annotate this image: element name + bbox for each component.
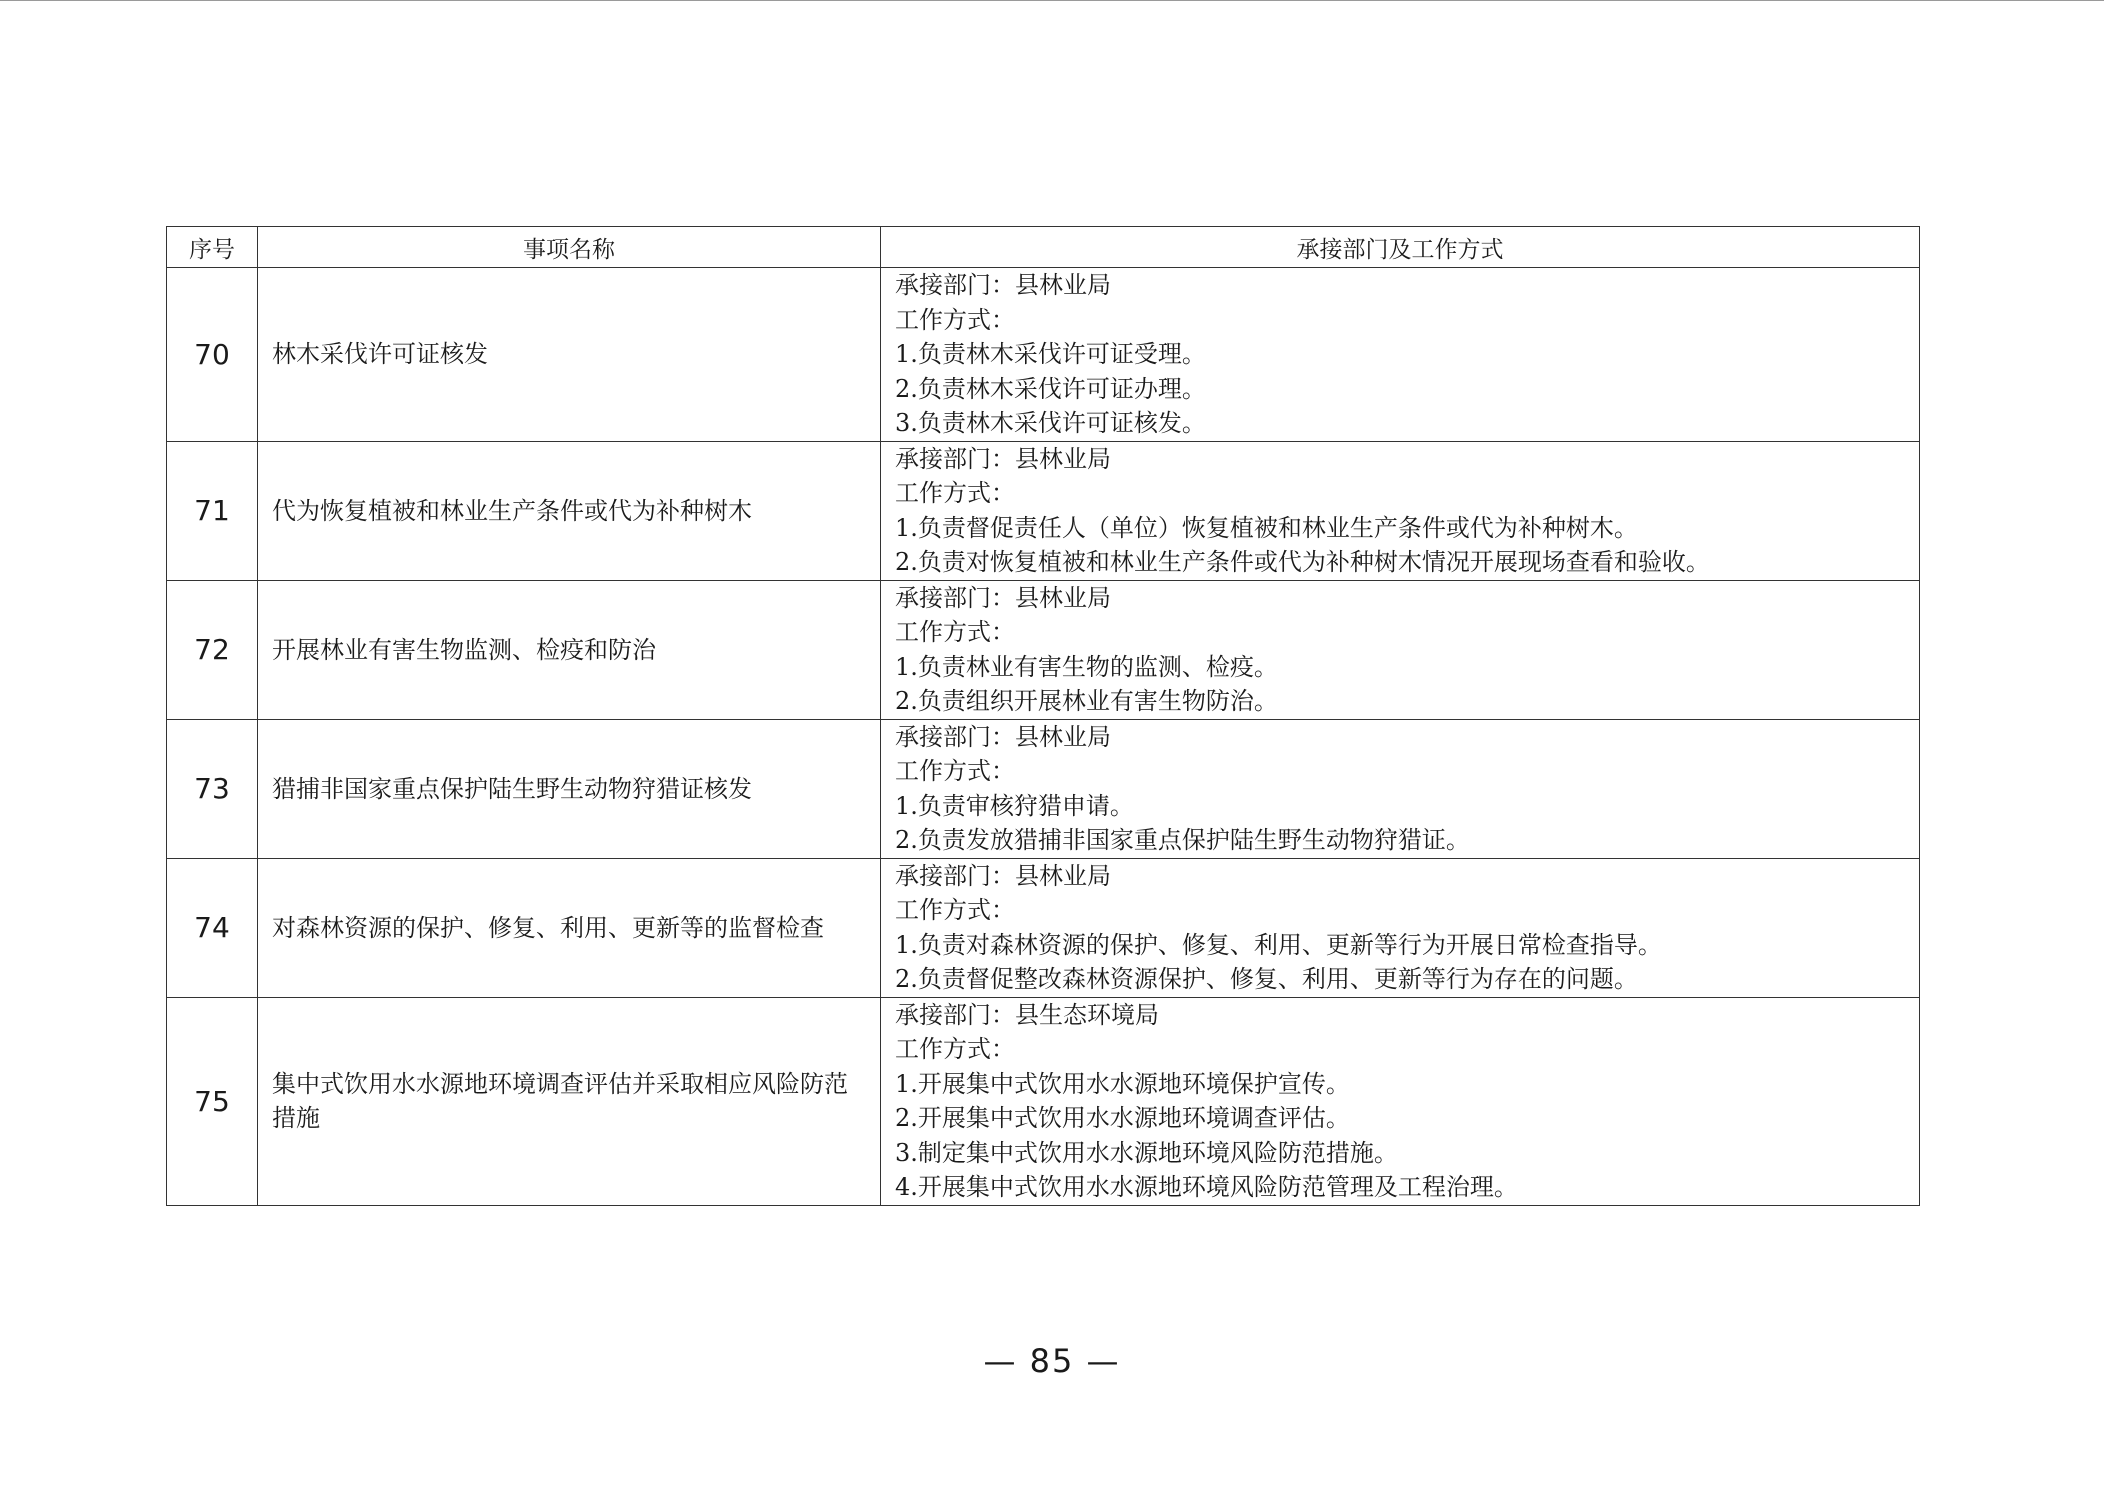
detail-line: 工作方式： xyxy=(895,479,1015,507)
detail-line: 2.负责组织开展林业有害生物防治。 xyxy=(895,687,1278,715)
detail-line: 2.负责对恢复植被和林业生产条件或代为补种树木情况开展现场查看和验收。 xyxy=(895,548,1710,576)
detail-line: 3.制定集中式饮用水水源地环境风险防范措施。 xyxy=(895,1138,1398,1167)
table-row xyxy=(167,858,1920,997)
matters-table xyxy=(166,226,1920,1206)
detail-line: 承接部门：县林业局 xyxy=(895,722,1111,751)
detail-line: 工作方式： xyxy=(895,618,1015,646)
row-seq: 73 xyxy=(167,719,258,858)
row-detail xyxy=(881,441,1920,580)
detail-line: 工作方式： xyxy=(895,305,1015,334)
table-header-row xyxy=(167,227,1920,268)
row-seq: 71 xyxy=(167,441,258,580)
detail-line: 1.负责林木采伐许可证受理。 xyxy=(895,340,1206,368)
detail-line: 2.负责林木采伐许可证办理。 xyxy=(895,374,1206,403)
row-item-name: 林木采伐许可证核发 xyxy=(258,268,881,442)
row-seq: 70 xyxy=(167,268,258,442)
page-number: — 85 — xyxy=(983,1342,1121,1380)
table-row xyxy=(167,268,1920,442)
detail-line: 2.开展集中式饮用水水源地环境调查评估。 xyxy=(895,1104,1350,1132)
detail-line: 3.负责林木采伐许可证核发。 xyxy=(895,409,1206,437)
detail-line: 承接部门：县林业局 xyxy=(895,861,1111,890)
detail-line: 承接部门：县林业局 xyxy=(895,583,1111,612)
detail-line: 承接部门：县林业局 xyxy=(895,444,1111,473)
detail-line: 1.负责林业有害生物的监测、检疫。 xyxy=(895,652,1278,681)
detail-line: 1.负责审核狩猎申请。 xyxy=(895,791,1134,820)
header-name: 事项名称 xyxy=(258,227,881,268)
detail-line: 承接部门：县生态环境局 xyxy=(895,1000,1159,1029)
row-detail xyxy=(881,268,1920,442)
row-item-name: 开展林业有害生物监测、检疫和防治 xyxy=(258,580,881,719)
detail-line: 2.负责督促整改森林资源保护、修复、利用、更新等行为存在的问题。 xyxy=(895,965,1638,993)
row-detail xyxy=(881,719,1920,858)
row-seq: 72 xyxy=(167,580,258,719)
detail-line: 工作方式： xyxy=(895,896,1015,924)
table-row xyxy=(167,997,1920,1205)
detail-line: 2.负责发放猎捕非国家重点保护陆生野生动物狩猎证。 xyxy=(895,826,1470,854)
row-detail xyxy=(881,997,1920,1205)
detail-line: 承接部门：县林业局 xyxy=(895,271,1111,299)
table-row xyxy=(167,441,1920,580)
row-seq: 75 xyxy=(167,997,258,1205)
header-detail: 承接部门及工作方式 xyxy=(881,227,1920,268)
page-top-border xyxy=(0,0,2104,1)
detail-line: 工作方式： xyxy=(895,757,1015,785)
row-item-name: 集中式饮用水水源地环境调查评估并采取相应风险防范措施 xyxy=(258,997,881,1205)
row-item-name: 猎捕非国家重点保护陆生野生动物狩猎证核发 xyxy=(258,719,881,858)
row-item-name: 对森林资源的保护、修复、利用、更新等的监督检查 xyxy=(258,858,881,997)
detail-line: 4.开展集中式饮用水水源地环境风险防范管理及工程治理。 xyxy=(895,1173,1518,1201)
detail-line: 1.负责督促责任人（单位）恢复植被和林业生产条件或代为补种树木。 xyxy=(895,513,1638,542)
detail-line: 1.开展集中式饮用水水源地环境保护宣传。 xyxy=(895,1069,1350,1098)
row-item-name: 代为恢复植被和林业生产条件或代为补种树木 xyxy=(258,441,881,580)
table-row xyxy=(167,719,1920,858)
detail-line: 1.负责对森林资源的保护、修复、利用、更新等行为开展日常检查指导。 xyxy=(895,930,1662,959)
row-detail xyxy=(881,858,1920,997)
header-seq: 序号 xyxy=(167,227,258,268)
table-row xyxy=(167,580,1920,719)
row-seq: 74 xyxy=(167,858,258,997)
row-detail xyxy=(881,580,1920,719)
detail-line: 工作方式： xyxy=(895,1035,1015,1063)
